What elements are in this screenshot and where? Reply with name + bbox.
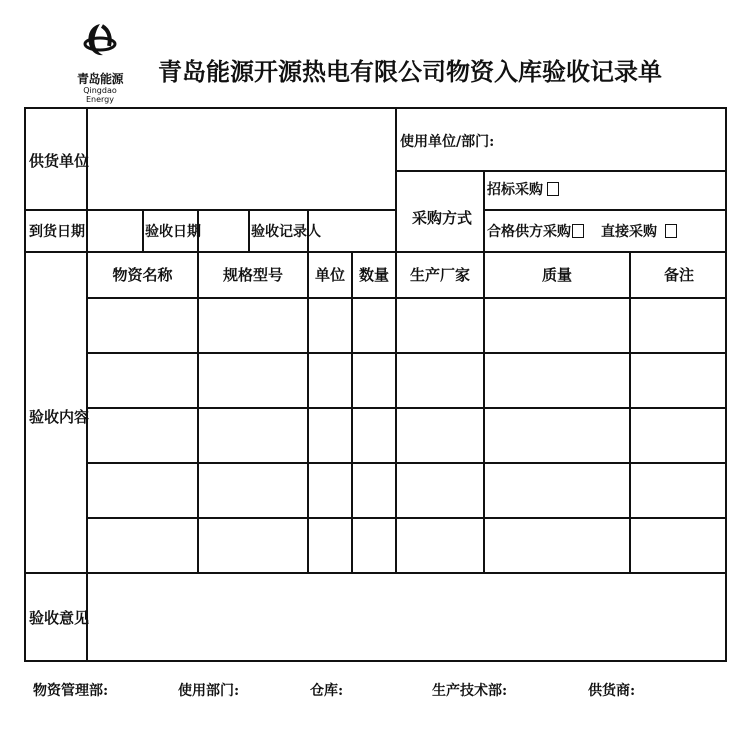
table-cell[interactable] <box>199 519 307 572</box>
column-header: 数量 <box>358 266 389 284</box>
table-cell[interactable] <box>199 409 307 462</box>
supplier-label: 供货单位 <box>29 152 90 170</box>
checkbox-qualified[interactable] <box>572 224 584 238</box>
table-cell[interactable] <box>397 464 483 517</box>
col-divider <box>248 209 250 251</box>
signature-supplier: 供货商: <box>588 683 636 699</box>
table-cell[interactable] <box>397 354 483 407</box>
user-dept-label: 使用单位/部门: <box>400 134 495 150</box>
arrival-date-label: 到货日期 <box>29 224 85 240</box>
row-divider <box>26 251 727 253</box>
supplier-field[interactable] <box>88 109 395 209</box>
page-title: 青岛能源开源热电有限公司物资入库验收记录单 <box>158 57 662 86</box>
option-direct <box>601 221 677 241</box>
inspection-form <box>24 107 727 662</box>
col-divider <box>483 170 485 251</box>
checkbox-bid[interactable] <box>547 182 559 196</box>
table-cell[interactable] <box>631 464 727 517</box>
logo-name-cn: 青岛能源 <box>76 72 123 86</box>
option-bid-label: 招标采购 <box>487 182 543 198</box>
table-cell[interactable] <box>309 409 351 462</box>
table-cell[interactable] <box>397 409 483 462</box>
table-cell[interactable] <box>485 299 629 352</box>
signature-production-dept: 生产技术部: <box>432 683 508 699</box>
table-cell[interactable] <box>631 354 727 407</box>
content-label: 验收内容 <box>29 408 90 426</box>
logo-name-en: Qingdao Energy <box>83 86 117 104</box>
table-cell[interactable] <box>485 409 629 462</box>
column-header: 单位 <box>314 266 345 284</box>
table-cell[interactable] <box>309 299 351 352</box>
option-qualified-label: 合格供方采购 <box>487 224 571 240</box>
table-cell[interactable] <box>309 464 351 517</box>
table-cell[interactable] <box>353 464 395 517</box>
table-cell[interactable] <box>485 519 629 572</box>
option-qualified <box>487 221 584 241</box>
table-cell[interactable] <box>88 354 197 407</box>
col-divider <box>142 209 144 251</box>
table-cell[interactable] <box>309 519 351 572</box>
table-cell[interactable] <box>199 354 307 407</box>
signature-user-dept: 使用部门: <box>178 683 240 699</box>
option-bid <box>487 179 559 199</box>
table-cell[interactable] <box>353 354 395 407</box>
row-divider <box>26 209 396 211</box>
opinion-field[interactable] <box>88 574 727 662</box>
purchase-method-label: 采购方式 <box>412 209 473 227</box>
column-header: 备注 <box>663 266 694 284</box>
table-cell[interactable] <box>631 409 727 462</box>
recorder-label: 验收记录人 <box>251 224 321 240</box>
table-cell[interactable] <box>309 354 351 407</box>
row-divider <box>396 170 727 172</box>
table-cell[interactable] <box>353 299 395 352</box>
column-header: 物资名称 <box>112 266 173 284</box>
signature-warehouse: 仓库: <box>310 683 344 699</box>
table-cell[interactable] <box>485 354 629 407</box>
table-cell[interactable] <box>199 299 307 352</box>
table-cell[interactable] <box>397 299 483 352</box>
column-header: 规格型号 <box>222 266 283 284</box>
table-cell[interactable] <box>397 519 483 572</box>
column-header: 质量 <box>541 266 572 284</box>
table-cell[interactable] <box>88 519 197 572</box>
option-direct-label: 直接采购 <box>601 224 657 240</box>
table-cell[interactable] <box>88 409 197 462</box>
table-cell[interactable] <box>88 299 197 352</box>
table-cell[interactable] <box>88 464 197 517</box>
company-logo <box>68 22 132 104</box>
logo-emblem-icon <box>83 22 117 66</box>
table-cell[interactable] <box>485 464 629 517</box>
opinion-label: 验收意见 <box>29 609 90 627</box>
table-cell[interactable] <box>353 409 395 462</box>
table-cell[interactable] <box>631 519 727 572</box>
signature-materials-dept: 物资管理部: <box>33 683 109 699</box>
table-cell[interactable] <box>199 464 307 517</box>
column-header: 生产厂家 <box>409 266 470 284</box>
checkbox-direct[interactable] <box>665 224 677 238</box>
table-cell[interactable] <box>631 299 727 352</box>
table-cell[interactable] <box>353 519 395 572</box>
row-divider <box>484 209 727 211</box>
inspect-date-label: 验收日期 <box>145 224 201 240</box>
